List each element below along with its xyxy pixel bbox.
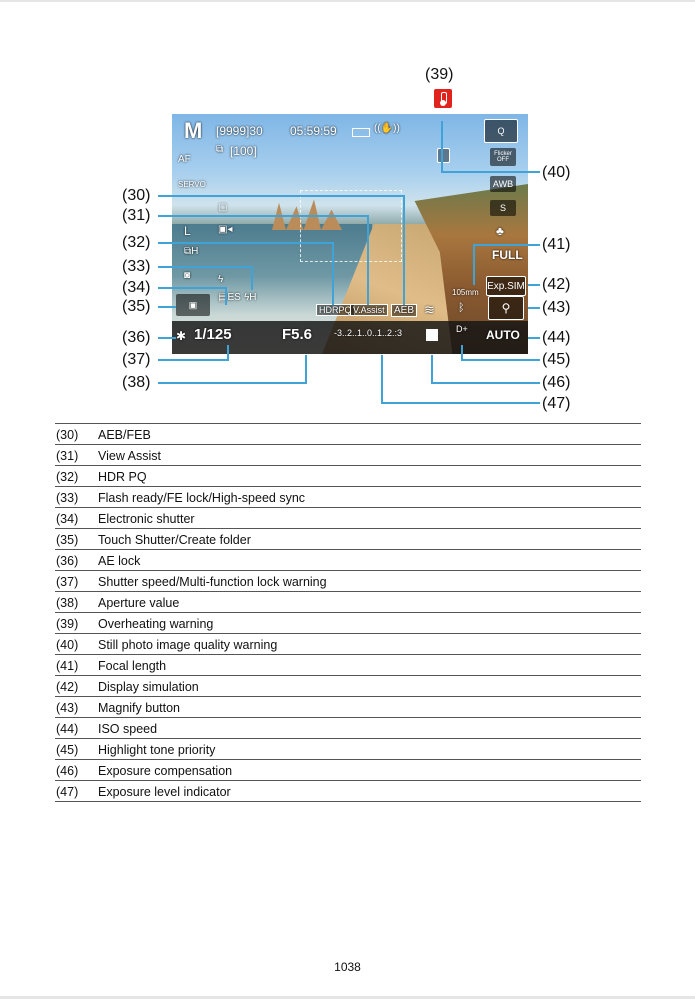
focal-length: 105mm [452, 288, 479, 297]
callout-39: (39) [425, 66, 454, 83]
legend-description: Still photo image quality warning [98, 638, 278, 652]
legend-description: Exposure level indicator [98, 785, 231, 799]
callout-47: (47) [542, 395, 571, 412]
callout-33: (33) [122, 258, 151, 275]
flicker-indicator: Flicker OFF [490, 148, 516, 166]
legend-number: (34) [56, 512, 79, 526]
callout-43: (43) [542, 299, 571, 316]
legend-row [55, 465, 641, 486]
legend-bottom-rule [55, 801, 641, 802]
legend-row [55, 780, 641, 801]
legend-description: ISO speed [98, 722, 158, 736]
shutter-speed[interactable]: 1/125 [194, 326, 232, 343]
legend-description: Highlight tone priority [98, 743, 216, 757]
magnify-icon: ⚲ [501, 301, 511, 315]
legend-row [55, 570, 641, 591]
callout-35: (35) [122, 298, 151, 315]
callout-32: (32) [122, 234, 151, 251]
quick-control-button[interactable]: Q [484, 119, 518, 143]
aeb-indicator: AEB [391, 304, 417, 317]
legend-row [55, 486, 641, 507]
legend-row [55, 507, 641, 528]
flash-icon: ϟ [218, 274, 224, 285]
legend-number: (32) [56, 470, 79, 484]
callout-34: (34) [122, 279, 151, 296]
legend-description: Flash ready/FE lock/High-speed sync [98, 491, 306, 505]
quality-raw-icon: ▣◂ [218, 224, 233, 235]
callout-31: (31) [122, 207, 151, 224]
legend-row [55, 696, 641, 717]
aperture-value[interactable]: F5.6 [282, 326, 313, 343]
legend-number: (42) [56, 680, 79, 694]
legend-row [55, 591, 641, 612]
legend-description: Exposure compensation [98, 764, 233, 778]
highlight-tone-priority: D+ [456, 324, 468, 334]
legend-number: (39) [56, 617, 79, 631]
legend-number: (45) [56, 743, 79, 757]
shake-icon: ((✋)) [374, 123, 400, 134]
drive-icon: ⧉ [216, 144, 224, 155]
legend-number: (41) [56, 659, 79, 673]
legend-number: (30) [56, 428, 79, 442]
shots-remaining: [9999]30 [216, 124, 263, 138]
time-display: 05:59:59 [290, 124, 337, 138]
legend-description: Focal length [98, 659, 167, 673]
electronic-shutter-icon: ▤ES [218, 292, 241, 303]
legend-number: (47) [56, 785, 79, 799]
hdr-pq-indicator: HDRPQ [316, 304, 355, 316]
bluetooth-icon: ᛒ [458, 302, 465, 314]
callout-45: (45) [542, 351, 571, 368]
full-indicator: FULL [492, 248, 523, 262]
callout-46: (46) [542, 374, 571, 391]
legend-row [55, 759, 641, 780]
legend-description: Overheating warning [98, 617, 214, 631]
legend-row [55, 444, 641, 465]
legend-row [55, 717, 641, 738]
callout-41: (41) [542, 236, 571, 253]
callout-42: (42) [542, 276, 571, 293]
legend-description: AEB/FEB [98, 428, 151, 442]
callout-40: (40) [542, 164, 571, 181]
exposure-simulation: Exp.SIM [486, 276, 526, 296]
legend-description: View Assist [98, 449, 161, 463]
legend-row [55, 612, 641, 633]
shots-sub: [100] [230, 144, 257, 158]
drive-mode-icon: ⧉H [184, 246, 199, 257]
af-method: AF [178, 154, 191, 165]
legend-row [55, 528, 641, 549]
legend-description: Display simulation [98, 680, 199, 694]
wifi-icon: ≋ [424, 302, 435, 317]
legend-description: Magnify button [98, 701, 180, 715]
legend-description: Touch Shutter/Create folder [98, 533, 251, 547]
exposure-level-scale: -3..2..1..0..1..2.:3 [334, 328, 403, 338]
callout-30: (30) [122, 187, 151, 204]
legend-description: HDR PQ [98, 470, 147, 484]
callout-44: (44) [542, 329, 571, 346]
legend-description: Aperture value [98, 596, 180, 610]
legend-number: (35) [56, 533, 79, 547]
legend-row [55, 549, 641, 570]
image-quality-l: L [184, 224, 191, 238]
metering-icon: ▢ [218, 202, 228, 213]
legend-number: (38) [56, 596, 79, 610]
ae-lock-indicator: ✱ [176, 329, 187, 343]
callout-38: (38) [122, 374, 151, 391]
legend-table [55, 423, 641, 802]
picture-style: S [490, 200, 516, 216]
legend-number: (44) [56, 722, 79, 736]
legend-number: (46) [56, 764, 79, 778]
callout-37: (37) [122, 351, 151, 368]
legend-row [55, 738, 641, 759]
camera-icon: ◙ [184, 270, 191, 281]
legend-row [55, 675, 641, 696]
iso-speed[interactable]: AUTO [486, 328, 520, 342]
callout-36: (36) [122, 329, 151, 346]
white-balance: AWB [490, 176, 516, 192]
legend-number: (33) [56, 491, 79, 505]
legend-description: Shutter speed/Multi-function lock warning [98, 575, 327, 589]
legend-row [55, 633, 641, 654]
legend-number: (36) [56, 554, 79, 568]
page-number: 1038 [334, 960, 361, 974]
view-assist-indicator: V.Assist [350, 304, 388, 316]
servo-indicator: SERVO [178, 180, 206, 189]
callout-leader-lines [0, 0, 695, 420]
flash-sync-icon: ϟH [244, 292, 257, 303]
legend-number: (40) [56, 638, 79, 652]
legend-number: (43) [56, 701, 79, 715]
legend-row [55, 423, 641, 444]
touch-shutter-button[interactable]: ▣ [176, 294, 210, 316]
person-icon: ♣ [496, 224, 504, 238]
legend-number: (31) [56, 449, 79, 463]
legend-description: Electronic shutter [98, 512, 195, 526]
legend-number: (37) [56, 575, 79, 589]
legend-description: AE lock [98, 554, 141, 568]
shooting-mode: M [184, 118, 203, 143]
legend-row [55, 654, 641, 675]
